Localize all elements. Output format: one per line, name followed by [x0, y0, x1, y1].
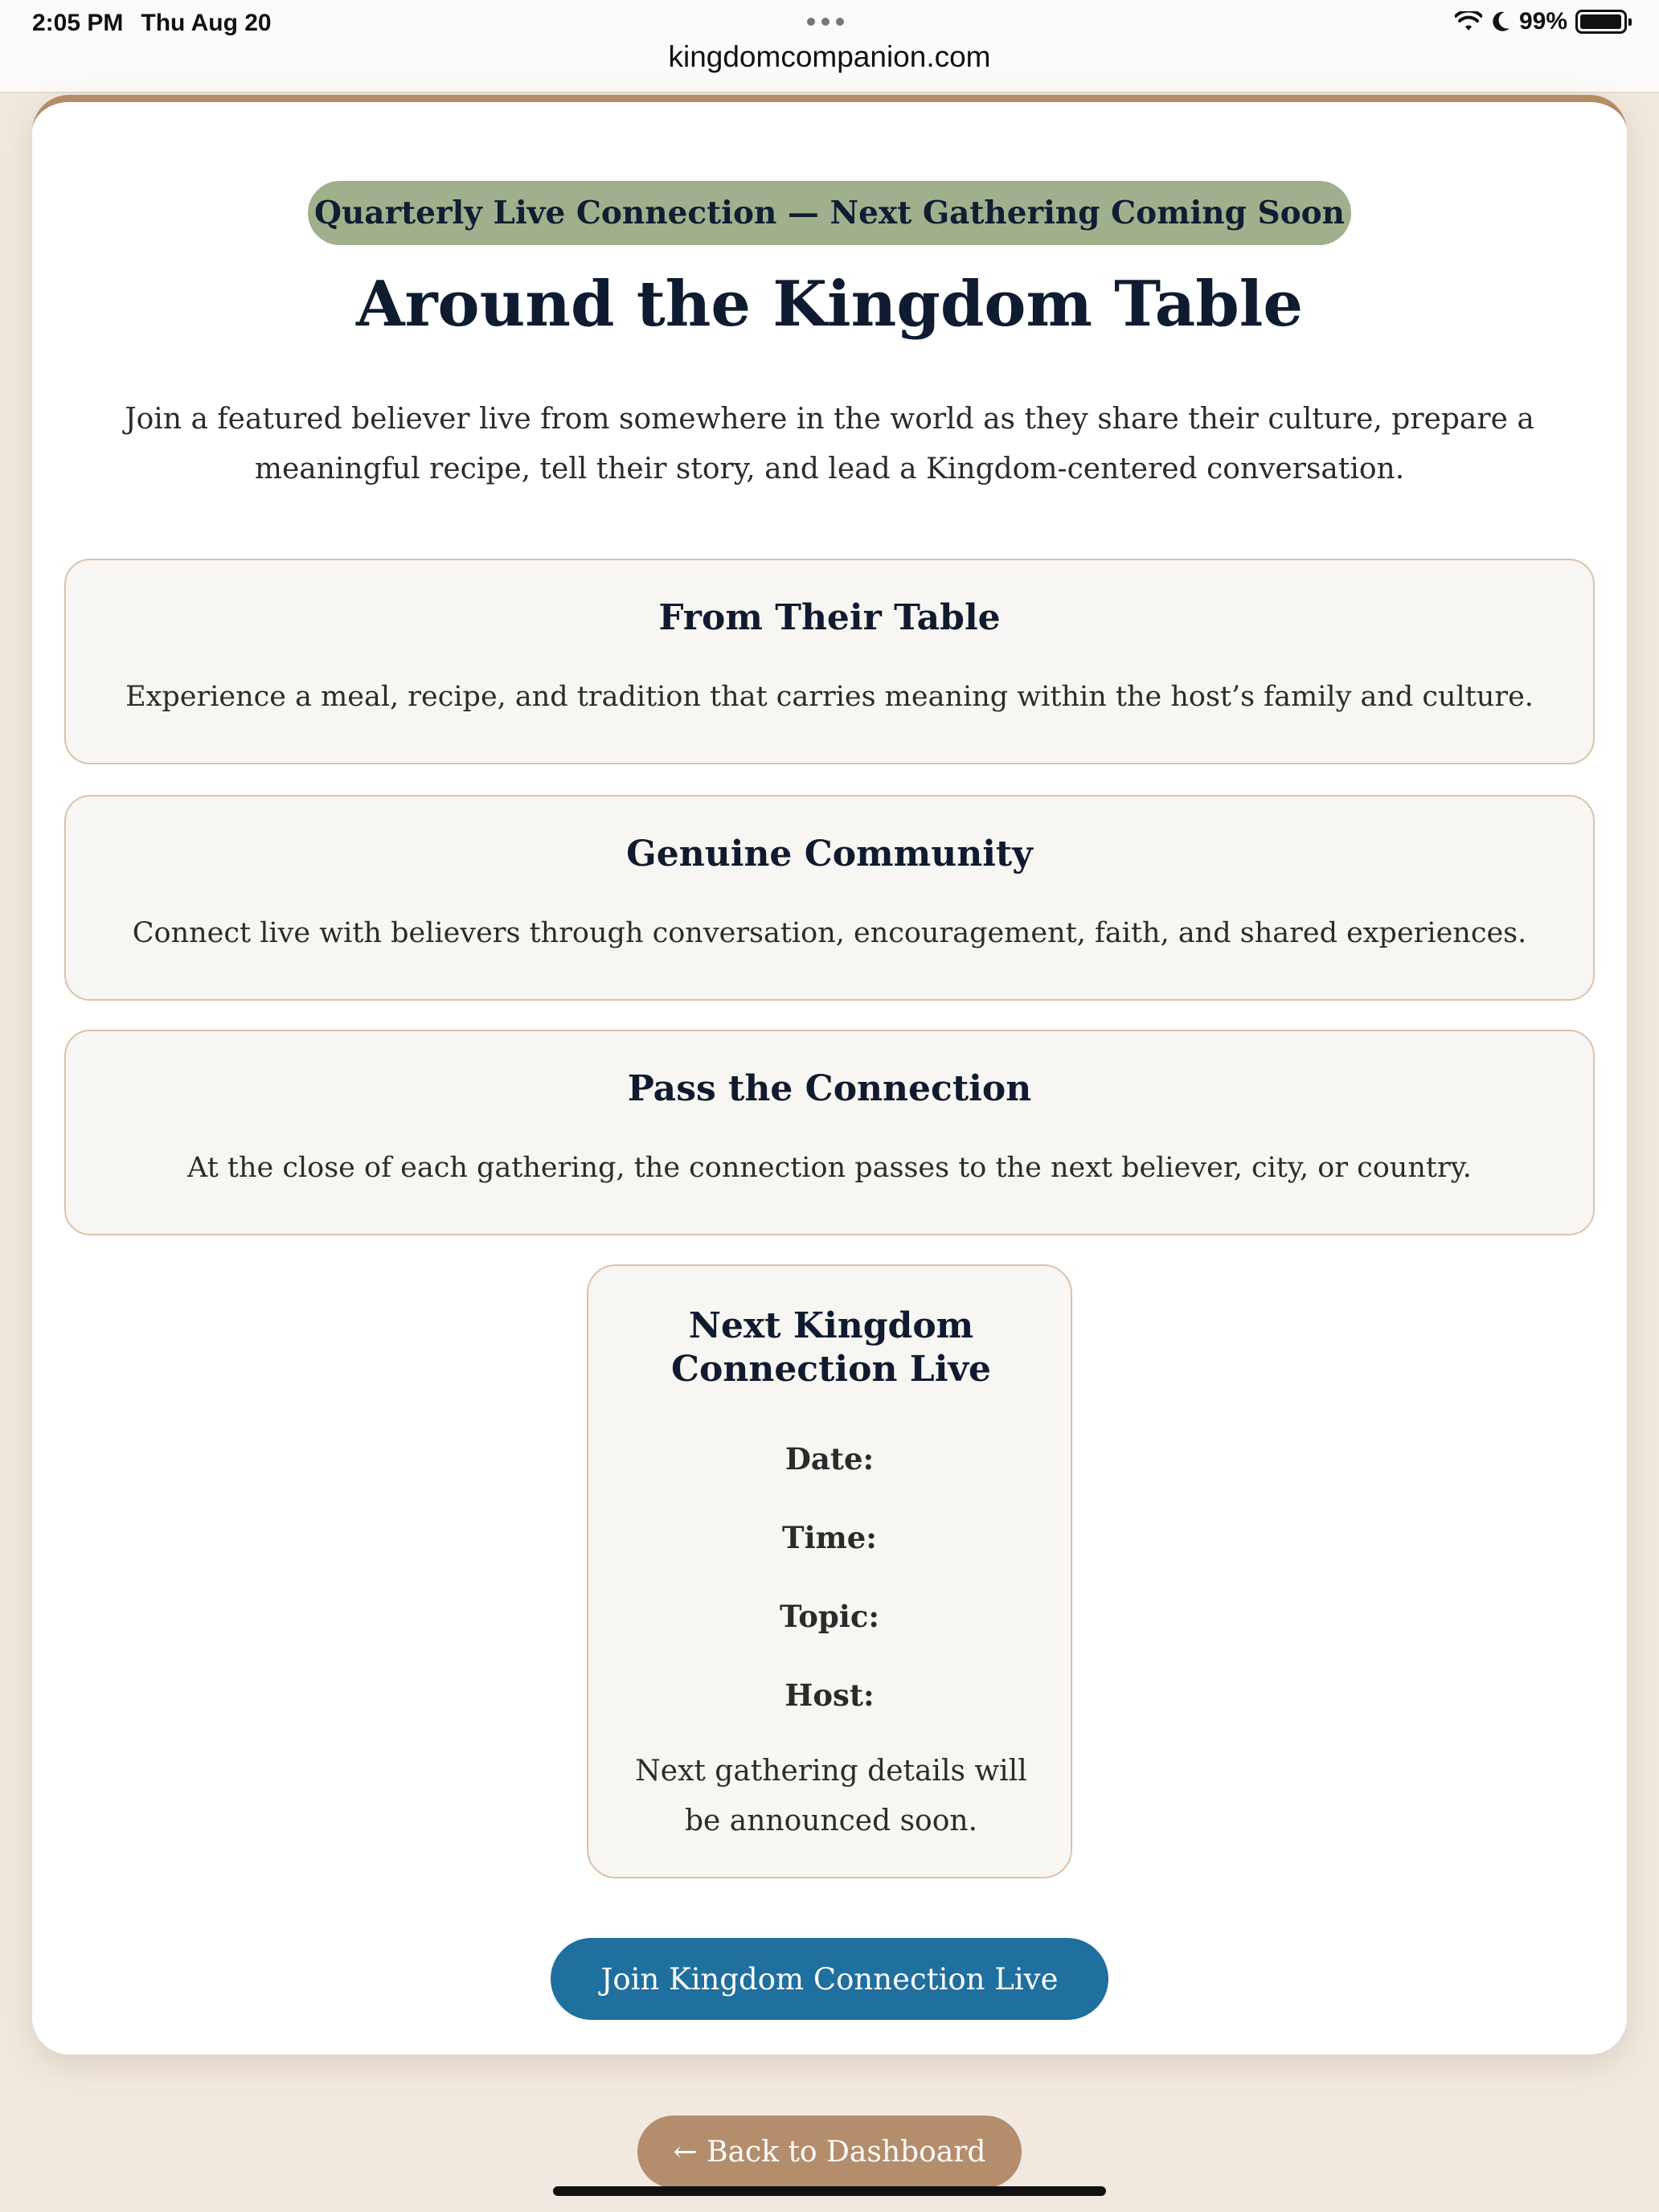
feature-card-genuine-community	[64, 795, 1595, 1001]
home-indicator[interactable]	[553, 2186, 1106, 2196]
feature-title: Genuine Community	[626, 834, 1033, 875]
status-time	[32, 10, 272, 37]
status-clock: 2:05 PM	[32, 10, 124, 36]
status-date: Thu Aug 20	[141, 10, 272, 36]
feature-title: Pass the Connection	[627, 1068, 1032, 1109]
event-time-label: Time:	[782, 1520, 877, 1555]
status-indicators	[1455, 8, 1627, 35]
feature-description: Connect live with believers through conversation, encouragement, faith, and shared experiences.	[132, 917, 1527, 949]
browser-status-bar	[0, 0, 1659, 93]
join-live-button[interactable]: Join Kingdom Connection Live	[551, 1938, 1108, 2020]
battery-percent: 99%	[1518, 8, 1567, 35]
feature-description: At the close of each gathering, the connection passes to the next believer, city, or country.	[187, 1152, 1472, 1184]
next-event-heading: Next Kingdom Connection Live	[670, 1305, 992, 1390]
event-date-label: Date:	[784, 1441, 875, 1477]
feature-title: From Their Table	[658, 597, 1001, 638]
wifi-icon	[1455, 11, 1482, 32]
page-title: Around the Kingdom Table	[355, 268, 1304, 341]
battery-icon	[1575, 10, 1627, 34]
feature-description: Experience a meal, recipe, and tradition that carries meaning within the host’s family and culture.	[125, 681, 1534, 713]
next-event-card	[587, 1264, 1072, 1878]
gathering-badge: Quarterly Live Connection — Next Gathering Coming Soon	[308, 181, 1351, 245]
moon-icon	[1490, 10, 1511, 33]
feature-card-from-their-table	[64, 559, 1595, 764]
feature-card-pass-the-connection	[64, 1030, 1595, 1235]
intro-text: Join a featured believer live from somewhere in the world as they share their culture, prepare a meaningful recipe, tell their story, and lead a Kingdom-centered conversation.	[125, 403, 1534, 485]
event-host-label: Host:	[784, 1677, 875, 1713]
event-topic-label: Topic:	[779, 1599, 880, 1634]
address-bar-url[interactable]: kingdomcompanion.com	[668, 40, 991, 73]
multitask-dots-icon[interactable]	[807, 18, 844, 26]
event-note: Next gathering details will be announced soon.	[635, 1755, 1027, 1837]
main-card	[32, 95, 1627, 2054]
back-to-dashboard-button[interactable]: ← Back to Dashboard	[637, 2116, 1022, 2188]
